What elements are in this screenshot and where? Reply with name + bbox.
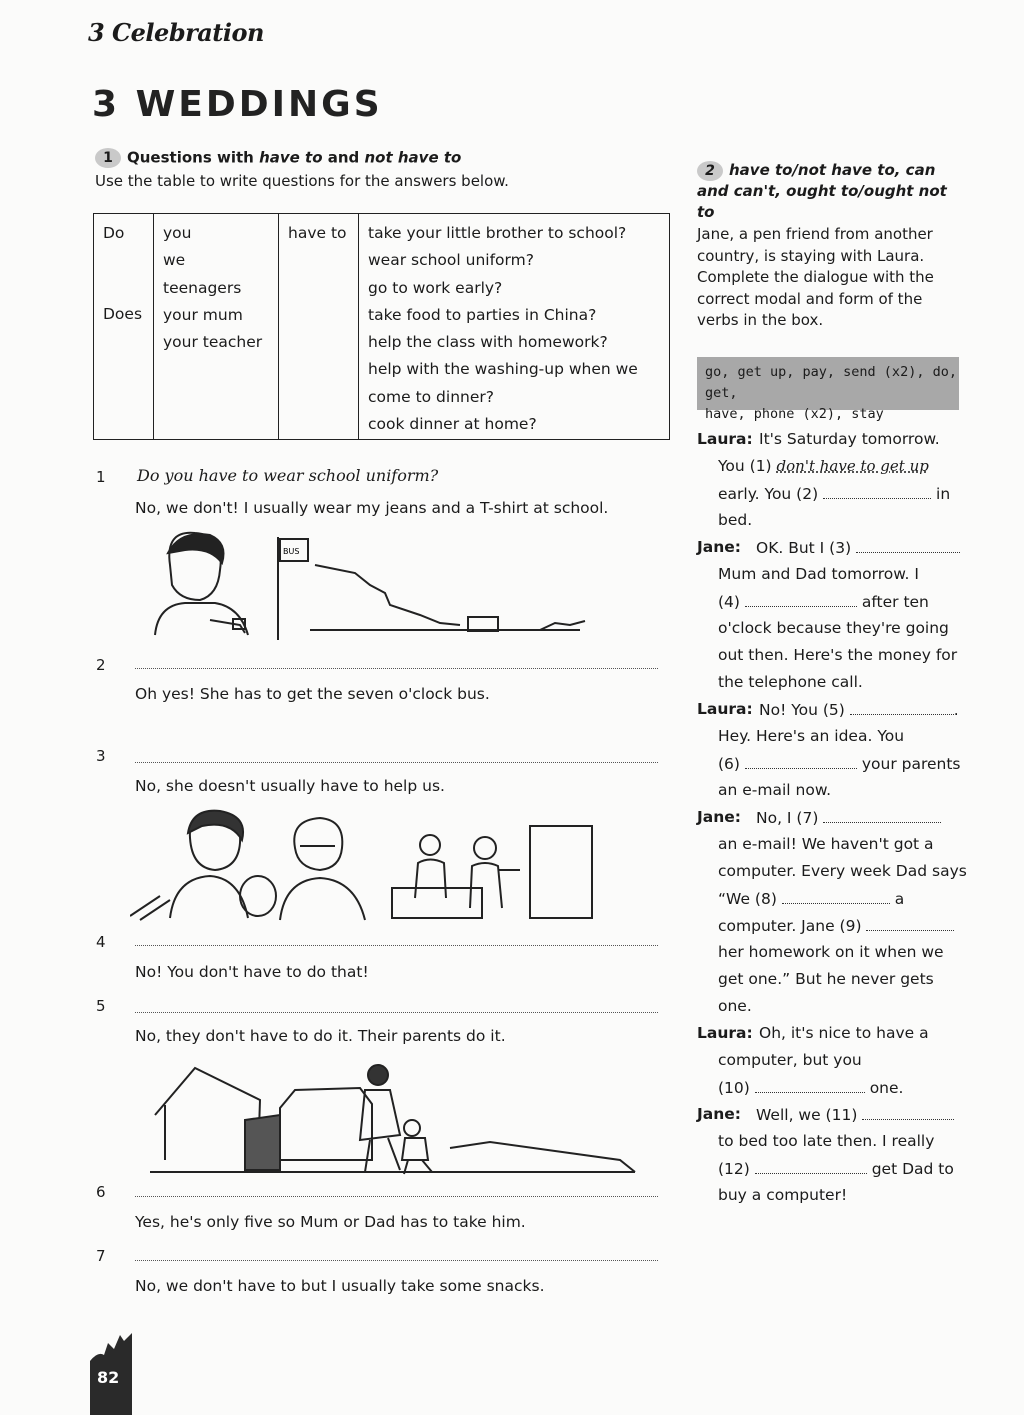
table-cell xyxy=(103,247,145,274)
dialogue-line xyxy=(718,916,954,935)
table-cell: help the class with homework? xyxy=(368,333,608,352)
dialogue-text: (10) xyxy=(718,1079,750,1097)
speaker-laura: Laura: xyxy=(697,700,753,718)
table-cell: teenagers xyxy=(163,278,242,297)
dad-head xyxy=(294,818,342,870)
instruction-line: country, is staying with Laura. xyxy=(697,246,925,265)
dialogue-line xyxy=(756,808,941,827)
dialogue-line: the telephone call. xyxy=(718,673,863,691)
table-cell: Do xyxy=(103,224,125,242)
blank-7[interactable] xyxy=(823,808,941,823)
table-cell xyxy=(103,274,145,301)
verb-word-box xyxy=(697,357,959,422)
blank-6[interactable] xyxy=(745,754,857,769)
dialogue-text: No, I (7) xyxy=(756,809,819,827)
handwritten-example-answer: don't have to get up xyxy=(776,457,929,475)
dialogue-text: “We (8) xyxy=(718,890,777,908)
answer-line[interactable] xyxy=(135,668,658,669)
table-cell: come to dinner? xyxy=(368,387,494,406)
gate xyxy=(245,1115,280,1170)
answer-line[interactable] xyxy=(135,945,658,946)
dialogue-line xyxy=(718,754,961,773)
answer-line[interactable] xyxy=(135,1012,658,1013)
question-number: 1 xyxy=(96,468,106,486)
answer-text: No, we don't! I usually wear my jeans and a T-shirt at school. xyxy=(135,499,609,517)
dialogue-line xyxy=(718,592,929,611)
woman-guest-head xyxy=(474,837,496,859)
table-col-subject xyxy=(154,214,279,440)
instruction-line: correct modal and form of the xyxy=(697,289,923,308)
second-house xyxy=(280,1088,372,1160)
blank-8[interactable] xyxy=(782,889,890,904)
table-cell: take food to parties in China? xyxy=(368,305,597,324)
page-number: 82 xyxy=(97,1368,120,1387)
speaker-laura: Laura: xyxy=(697,430,753,448)
question-number: 5 xyxy=(96,997,106,1015)
mum-body xyxy=(170,876,248,918)
speaker-jane: Jane: xyxy=(697,808,741,826)
dialogue-text: Well, we (11) xyxy=(756,1106,858,1124)
dialogue-text: after ten xyxy=(861,593,929,611)
child-body xyxy=(402,1138,428,1160)
answer-line[interactable] xyxy=(135,762,658,763)
washing-up-illustration xyxy=(130,808,600,926)
dialogue-line: an e-mail now. xyxy=(718,781,832,799)
dialogue-line: o'clock because they're going xyxy=(718,619,949,637)
question-number: 6 xyxy=(96,1183,106,1201)
question-number: 3 xyxy=(96,747,106,765)
table-col-auxiliary xyxy=(94,214,154,440)
table-cell: you xyxy=(163,224,192,242)
dialogue-text: No! You (5) xyxy=(759,701,845,719)
blank-11[interactable] xyxy=(862,1105,954,1120)
dialogue-line xyxy=(718,484,950,503)
dialogue-line xyxy=(718,457,929,475)
woman-hair xyxy=(168,534,224,563)
dialogue-line xyxy=(756,1105,954,1124)
blank-12[interactable] xyxy=(755,1159,867,1174)
blank-9[interactable] xyxy=(866,916,954,931)
dialogue-text: (4) xyxy=(718,593,740,611)
dialogue-line: computer, but you xyxy=(718,1051,862,1069)
dialogue-line xyxy=(759,700,959,719)
answer-text: No, we don't have to but I usually take some snacks. xyxy=(135,1277,545,1295)
table-cell: we xyxy=(163,251,186,270)
dialogue-line: one. xyxy=(718,997,752,1015)
dialogue-line xyxy=(718,1078,903,1097)
answer-text: Yes, he's only five so Mum or Dad has to take him. xyxy=(135,1213,526,1231)
exercise-2-instruction xyxy=(697,224,962,332)
dialogue-text: in xyxy=(936,485,951,503)
dialogue-text: a xyxy=(894,890,905,908)
blank-5[interactable] xyxy=(850,700,954,715)
dialogue-line: Hey. Here's an idea. You xyxy=(718,727,905,745)
dialogue-line: out then. Here's the money for xyxy=(718,646,958,664)
ex1-title-part: have to xyxy=(259,148,323,167)
answer-text: No, she doesn't usually have to help us. xyxy=(135,777,445,795)
man-head xyxy=(420,835,440,855)
table-cell: Does xyxy=(103,305,143,324)
parent-legs xyxy=(365,1138,400,1172)
dialogue xyxy=(697,430,967,1220)
table-col-modal xyxy=(279,214,359,440)
bus-sign-text: BUS xyxy=(283,547,300,556)
blank-2[interactable] xyxy=(823,484,931,499)
question-number: 7 xyxy=(96,1247,106,1265)
dialogue-line: It's Saturday tomorrow. xyxy=(759,430,940,448)
dialogue-text: computer. Jane (9) xyxy=(718,917,862,935)
dialogue-line: bed. xyxy=(718,511,753,529)
instruction-line: verbs in the box. xyxy=(697,311,824,329)
dialogue-line: Oh, it's nice to have a xyxy=(759,1024,929,1042)
dish-rack xyxy=(130,896,170,920)
question-number: 2 xyxy=(96,656,106,674)
trees xyxy=(540,621,585,630)
dialogue-line: an e-mail! We haven't got a xyxy=(718,835,934,853)
dialogue-text: . xyxy=(953,701,959,719)
ex2-title-line: and can't, ought to/ought not xyxy=(697,182,947,200)
ex1-title-part: Questions with xyxy=(127,148,260,167)
answer-text: No! You don't have to do that! xyxy=(135,963,369,981)
exercise-2-heading xyxy=(697,160,962,223)
table-cell: take your little brother to school? xyxy=(368,224,627,242)
blank-10[interactable] xyxy=(755,1078,865,1093)
dining-table xyxy=(392,888,482,918)
road xyxy=(450,1142,635,1172)
man-body xyxy=(415,860,446,899)
answer-text: Oh yes! She has to get the seven o'clock bus. xyxy=(135,685,490,703)
exercise-number-badge: 1 xyxy=(95,148,121,168)
word-box-line: go, get up, pay, send (x2), do, get, xyxy=(705,364,957,401)
distant-bus xyxy=(468,617,498,631)
dialogue-line: Mum and Dad tomorrow. I xyxy=(718,565,919,583)
dialogue-line: to bed too late then. I really xyxy=(718,1132,935,1150)
handwritten-answer: Do you have to wear school uniform? xyxy=(137,466,439,485)
dialogue-text: get Dad to xyxy=(871,1160,954,1178)
child-head xyxy=(404,1120,420,1136)
table-cell: wear school uniform? xyxy=(368,251,534,270)
answer-text: No, they don't have to do it. Their parents do it. xyxy=(135,1027,506,1045)
substitution-table xyxy=(93,213,670,440)
exercise-number-badge: 2 xyxy=(697,161,723,181)
table-cell: your mum xyxy=(163,305,243,324)
table-col-phrase xyxy=(359,214,670,440)
instruction-line: Complete the dialogue with the xyxy=(697,268,934,286)
dad-body xyxy=(280,878,365,920)
ex2-title-line: to xyxy=(697,203,715,221)
dialogue-line xyxy=(756,538,960,557)
dialogue-text: OK. But I (3) xyxy=(756,539,852,557)
question-number: 4 xyxy=(96,933,106,951)
speaker-jane: Jane: xyxy=(697,538,741,556)
dialogue-text: (12) xyxy=(718,1160,750,1178)
woman-arm xyxy=(210,620,245,633)
dialogue-text: (6) xyxy=(718,755,740,773)
dialogue-line xyxy=(718,1159,954,1178)
dialogue-line: get one.” But he never gets xyxy=(718,970,934,988)
dialogue-line xyxy=(718,889,904,908)
dialogue-text: You (1) xyxy=(718,457,772,475)
exercise-1-instruction: Use the table to write questions for the answers below. xyxy=(95,172,509,190)
table-cell: help with the washing-up when we xyxy=(368,360,638,379)
answer-line[interactable] xyxy=(135,1260,658,1261)
table-cell: cook dinner at home? xyxy=(368,415,537,434)
walk-to-school-illustration xyxy=(150,1060,640,1178)
mum-hair xyxy=(188,811,243,840)
dialogue-text: early. You (2) xyxy=(718,485,819,503)
dialogue-text: one. xyxy=(869,1079,904,1097)
exercise-1-heading xyxy=(95,148,461,168)
plate xyxy=(240,876,276,916)
unit-label: 3 Celebration xyxy=(88,18,264,47)
table-cell: have to xyxy=(288,224,347,242)
doorway xyxy=(530,826,592,918)
dialogue-line: computer. Every week Dad says xyxy=(718,862,967,880)
bus-stop-illustration xyxy=(140,525,590,645)
parent-head xyxy=(368,1065,388,1085)
ex2-title-line: have to/not have to, can xyxy=(729,161,936,179)
blank-4[interactable] xyxy=(745,592,857,607)
table-cell: go to work early? xyxy=(368,278,503,297)
dialogue-line: buy a computer! xyxy=(718,1186,848,1204)
page-title: 3 WEDDINGS xyxy=(92,84,383,125)
ex1-title-part: not have to xyxy=(364,148,462,167)
ex1-title-part: and xyxy=(322,148,365,167)
table-cell: your teacher xyxy=(163,333,263,352)
speaker-jane: Jane: xyxy=(697,1105,741,1123)
answer-line[interactable] xyxy=(135,1196,658,1197)
speaker-laura: Laura: xyxy=(697,1024,753,1042)
blank-3[interactable] xyxy=(856,538,960,553)
dialogue-text: your parents xyxy=(861,755,961,773)
word-box-line: have, phone (x2), stay xyxy=(705,406,884,422)
woman-guest-body xyxy=(470,863,502,908)
dialogue-line: her homework on it when we xyxy=(718,943,944,961)
instruction-line: Jane, a pen friend from another xyxy=(697,225,933,243)
hill-road xyxy=(315,565,460,625)
